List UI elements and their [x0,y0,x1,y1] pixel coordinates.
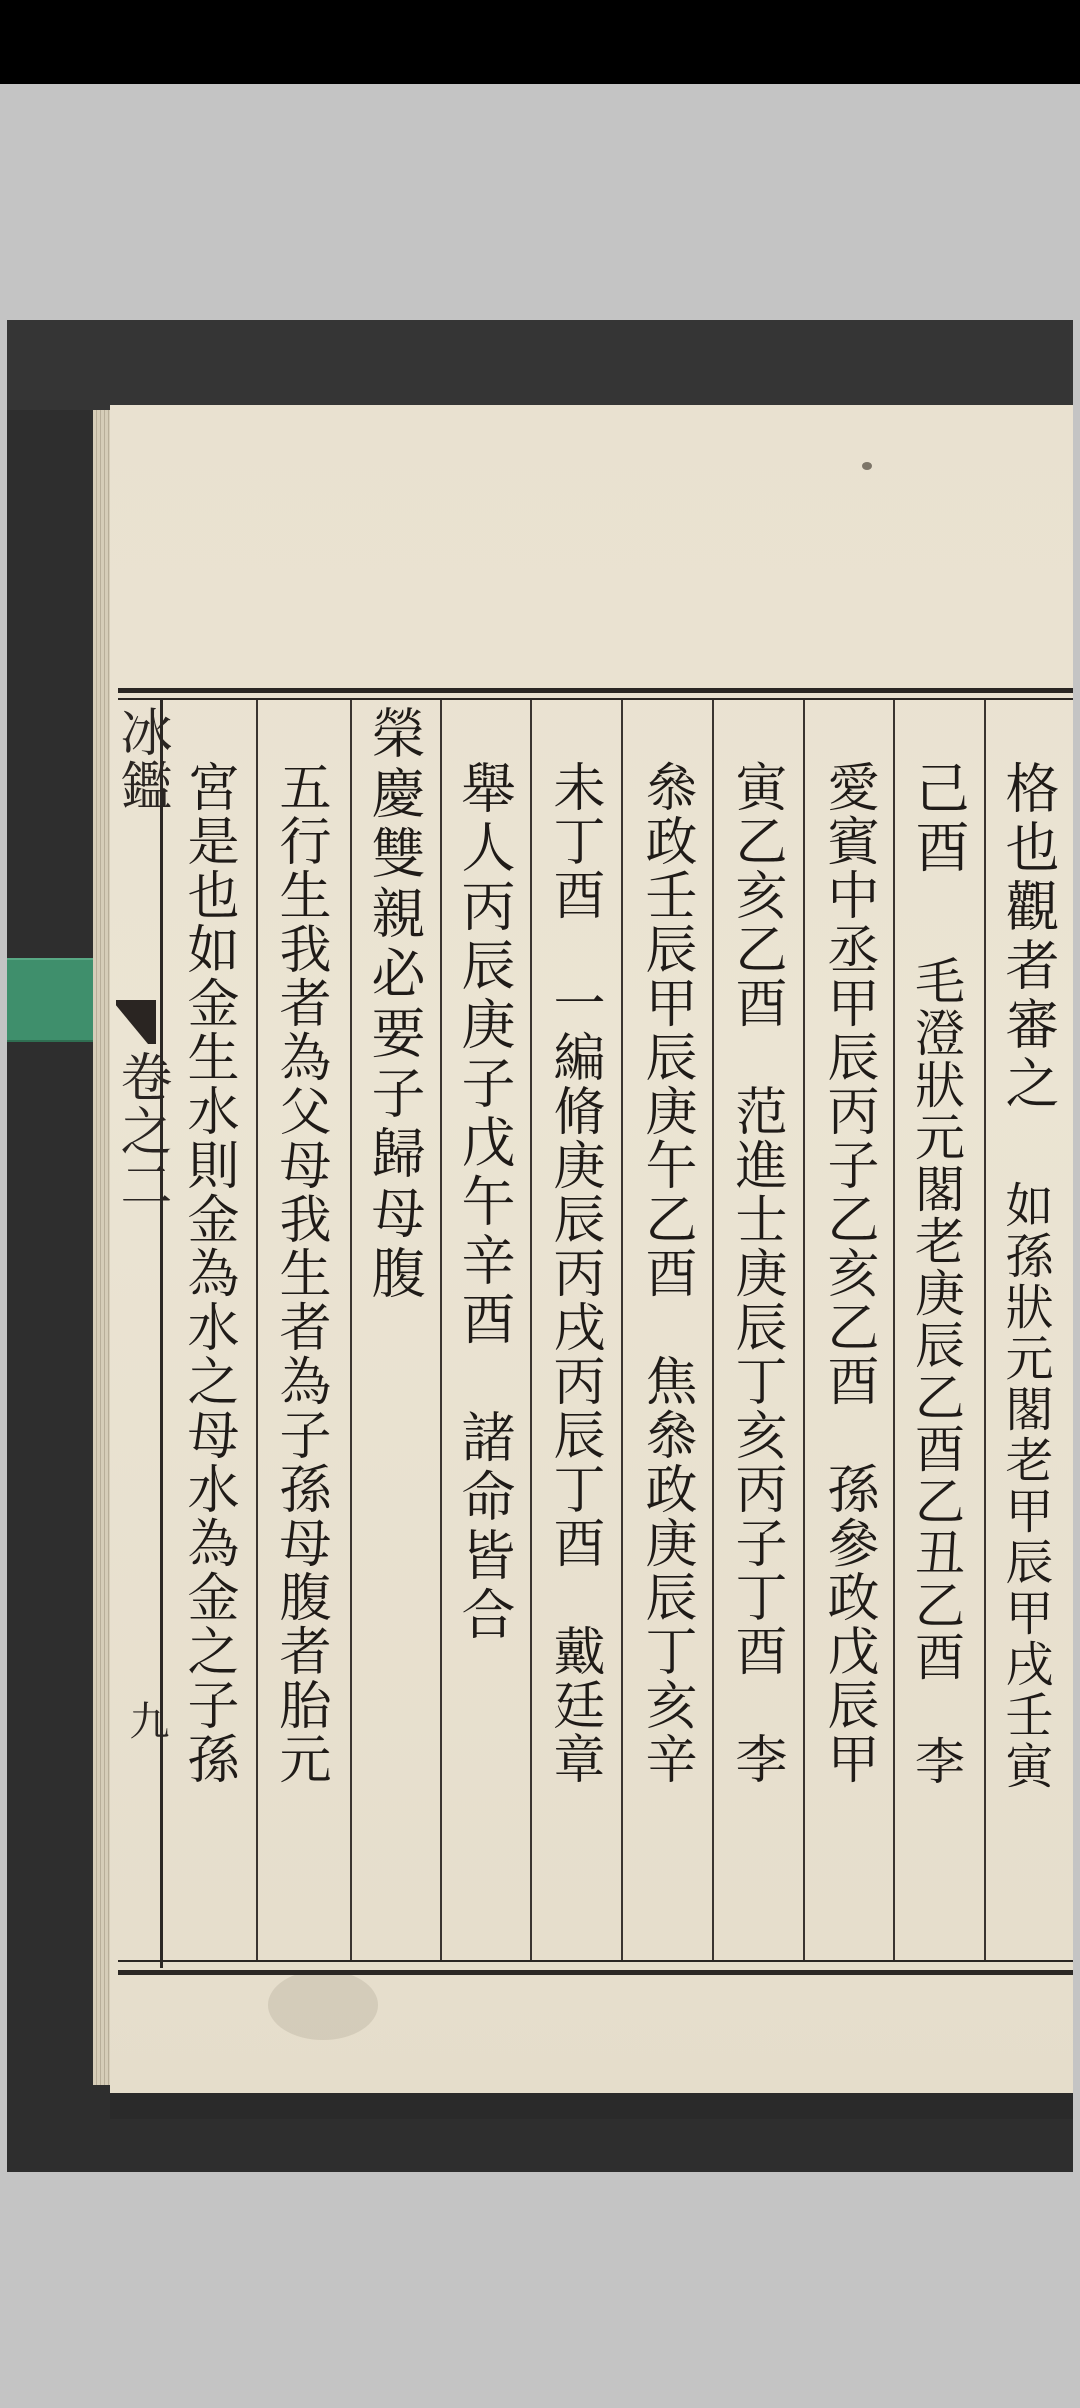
column-rule [621,700,623,1960]
text-column-2-top: 己酉 [907,760,970,878]
text-column-4: 寅乙亥乙酉 范進士庚辰丁亥丙子丁酉 李 [726,760,786,1786]
column-rule [256,700,258,1960]
margin-leaf-number: 九 [123,1700,169,1740]
column-rule [803,700,805,1960]
frame-top-shade [7,320,1073,410]
text-column-7: 舉人丙辰庚子戊午辛酉 諸命皆合 [453,760,516,1645]
margin-column-rule [160,700,163,1968]
column-rule [530,700,532,1960]
column-rule [984,700,986,1960]
text-column-6: 未丁酉 一編脩庚辰丙戌丙辰丁酉 戴廷章 [544,760,604,1786]
text-column-1-bottom: 如孫狀元閣老甲辰甲戌壬寅 [997,1180,1053,1792]
column-rule [350,700,352,1960]
column-rule [712,700,714,1960]
page-bottom-shadow [110,2093,1073,2119]
status-bar [0,0,1080,84]
top-border-rule [118,688,1073,693]
bookmark-tab [7,958,95,1042]
top-inner-rule [118,698,1073,700]
text-column-5: 叅政壬辰甲辰庚午乙酉 焦叅政庚辰丁亥辛 [636,760,696,1786]
paper-speck [862,462,872,470]
column-rule [440,700,442,1960]
text-column-2-bottom: 毛澄狀元閣老庚辰乙酉乙丑乙酉 李 [907,955,965,1787]
bottom-inner-rule [118,1960,1073,1962]
text-column-8: 榮慶雙親必要子歸母腹 [363,705,426,1305]
bottom-border-rule [118,1970,1073,1975]
text-column-3: 愛賓中丞甲辰丙子乙亥乙酉 孫參政戊辰甲 [818,760,878,1786]
margin-volume: 卷之二 [111,1050,171,1212]
margin-title: 冰鑑 [111,705,171,813]
text-column-9: 五行生我者為父母我生者為子孫母腹者胎元 [270,760,330,1786]
text-column-10: 宮是也如金生水則金為水之母水為金之子孫 [178,760,238,1786]
paper-stain [268,1970,378,2040]
text-column-1-top: 格也觀者審之 [997,760,1060,1114]
column-rule [893,700,895,1960]
